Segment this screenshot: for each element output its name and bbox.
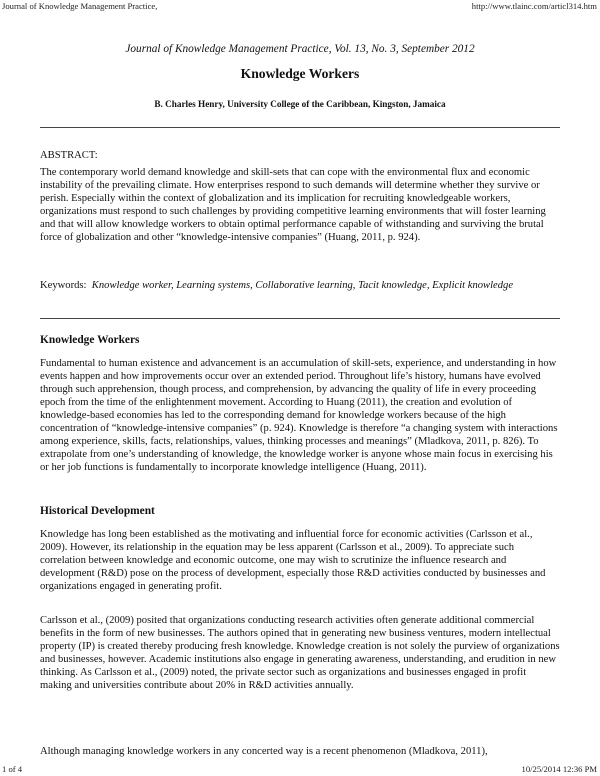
print-footer-page: 1 of 4 xyxy=(2,764,23,774)
journal-line: Journal of Knowledge Management Practice, Vol. 13, No. 3, September 2012 xyxy=(125,43,475,55)
keywords-list: Knowledge worker, Learning systems, Collaborative learning, Tacit knowledge, Explicit knowledge xyxy=(91,280,514,291)
section-heading-historical-development: Historical Development xyxy=(40,505,155,517)
horizontal-rule xyxy=(40,127,560,128)
abstract-text: The contemporary world demand knowledge and skill-sets that can cope with the environmental flux and economic instability of the prevailing climate. How enterprises respond to such demands will determine whether they survive or perish. Especially within the context of globalization and its implication for recruiting knowledgeable workers, organizations must respond to such challenges by providing competitive learning environments that will foster learning and that will allow knowledge workers to obtain optimal performance capable of withstanding and surviving the brutal force of globalization and other “knowledge-intensive companies” (Huang, 2011, p. 924). xyxy=(40,167,546,243)
section-paragraph: Fundamental to human existence and advancement is an accumulation of skill-sets, experience, and understanding in how events happen and how improvements occur over an extended period. Throughout life’s history, humans have evolved through such apprehension, though process, and comprehension, by advancing the quality of life in every proceeding epoch from the time of the enlightenment movement. According to Huang (2011), the creation and evolution of knowledge-based economies has led to the corresponding demand for knowledge workers because of the high concentration of “knowledge-intensive companies” (p. 924). Knowledge is therefore “a changing system with interactions among experience, skills, facts, relationships, values, thinking processes and meanings” (Mladkova, 2011, p. 826). To extrapolate from one’s understanding of knowledge, the knowledge worker is anyone whose main focus in exercising his or her job functions is fundamentally to incorporate knowledge intelligence (Huang, 2011). xyxy=(40,358,558,473)
print-footer-date: 10/25/2014 12:36 PM xyxy=(521,764,597,774)
keywords xyxy=(40,279,560,292)
section-paragraph: Carlsson et al., (2009) posited that organizations conducting research activities often generate additional commercial benefits in the form of new businesses. The authors opined that in generating new business ventures, modern intellectual property (IP) is created thereby producing fresh knowledge. Knowledge creation is not solely the purview of organizations and businesses, however. Academic institutions also engage in generating awareness, understanding, and erudition in new thinking. As Carlsson et al., (2009) noted, the private sector such as organizations and businesses engaged in profit making and universities contribute about 20% in R&D activities annually. xyxy=(40,615,560,691)
section-paragraph: Although managing knowledge workers in any concerted way is a recent phenomenon (Mladkova, 2011), xyxy=(40,746,488,757)
print-header-url: http://www.tlainc.com/articl314.htm xyxy=(471,1,597,11)
section-paragraph: Knowledge has long been established as the motivating and influential force for economic activities (Carlsson et al., 2009). However, its relationship in the equation may be less apparent (Carlsson et al., 2009). To appreciate such correlation between knowledge and economic outcome, one may wish to scrutinize the influence research and development (R&D) pose on the process of development, especially those R&D activities conducted by businesses and organizations engaged in generating profit. xyxy=(40,529,546,592)
section-heading-knowledge-workers: Knowledge Workers xyxy=(40,334,140,346)
horizontal-rule xyxy=(40,318,560,319)
author-line: B. Charles Henry, University College of the Caribbean, Kingston, Jamaica xyxy=(154,99,446,109)
abstract-label: ABSTRACT: xyxy=(40,150,98,161)
print-header-title: Journal of Knowledge Management Practice, xyxy=(2,1,158,11)
article-title: Knowledge Workers xyxy=(240,66,360,81)
keywords-label: Keywords: xyxy=(40,280,87,291)
